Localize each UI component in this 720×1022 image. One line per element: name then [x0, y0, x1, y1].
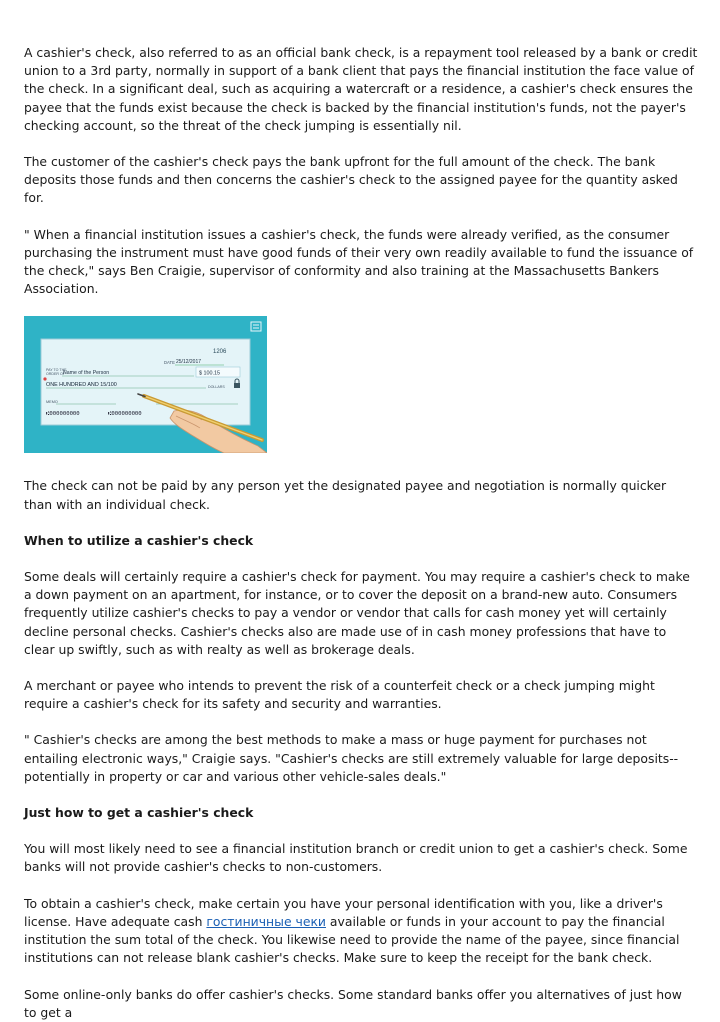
check-illustration — [24, 316, 267, 453]
lock-icon — [234, 383, 240, 388]
check-illustration-svg — [24, 316, 267, 453]
paragraph-obtain-check-end: available or funds in your account to pay the financial institution the sum total of the check. You likewise need to provide the name of the payee, since financial institutions can not release blank cashier's checks. Make sure to keep the receipt for the bank check. — [24, 913, 680, 966]
check-memo-label: MEMO — [46, 400, 58, 405]
check-micr-1: ⑆000000000 — [46, 411, 80, 418]
check-payee: Name of the Person — [63, 370, 110, 377]
check-amount-words: ONE HUNDRED AND 15/100 — [46, 382, 117, 389]
paragraph-quote-craigie: " When a financial institution issues a cashier's check, the funds were already verified, as the consumer purchasing the instrument must have good funds of their very own readily available to fund the issuance of the check," says Ben Craigie, supervisor of conformity and also training at the Massachusetts Bankers Association. — [24, 226, 694, 297]
paragraph-obtain-check-start: To obtain a cashier's check, make certain you have your personal identification with you, like a driver's license. Have adequate cash — [24, 895, 663, 929]
paragraph-intro: A cashier's check, also referred to as an official bank check, is a repayment tool released by a bank or credit union to a 3rd party, normally in support of a bank client that pays the financial institution the face value of the check. In a significant deal, such as acquiring a watercraft or a residence, a cashier's check ensures the payee that the funds exist because the check is backed by the financial institution's funds, not the payer's checking account, so the threat of the check jumping is essentially nil. — [24, 45, 698, 133]
check-pay-label-1: PAY TO THE — [46, 368, 67, 373]
check-date-label: DATE — [164, 360, 175, 366]
paragraph-deals-require: Some deals will certainly require a cashier's check for payment. You may require a cashier's check to make a down payment on an apartment, for instance, or to cover the deposit on a brand-new auto. Consumers frequently utilize cashier's checks to pay a vendor or vendor that calls for cash money yet will certainly decline personal checks. Cashier's checks also are made use of in cash money professions that have to clear up swiftly, such as with realty as well as brokerage deals. — [24, 569, 690, 657]
paragraph-quote-mass-payment: " Cashier's checks are among the best methods to make a mass or huge payment for purchases not entailing electronic ways," Craigie says. "Cashier's checks are still extremely valuable for large deposits-- potentially in property or car and various other vehicle-sales deals." — [24, 732, 679, 784]
check-micr-2: ⑆000000000 — [108, 411, 142, 418]
heading-when-to-use: When to utilize a cashier's check — [24, 532, 254, 548]
check-dollars-label: DOLLARS — [208, 385, 225, 390]
paragraph-online-banks: Some online-only banks do offer cashier's checks. Some standard banks offer you alternatives of just how to get a — [24, 986, 682, 1020]
paragraph-customer-pays: The customer of the cashier's check pays the bank upfront for the full amount of the check. The bank deposits those funds and then concerns the cashier's check to the assigned payee for the quantity asked for. — [24, 154, 678, 206]
check-number: 1206 — [213, 349, 227, 356]
heading-how-to-get: Just how to get a cashier's check — [24, 805, 254, 821]
paragraph-merchant-payee: A merchant or payee who intends to prevent the risk of a counterfeit check or a check jumping might require a cashier's check for its safety and security and warranties. — [24, 678, 655, 712]
check-date-value: 25/12/2017 — [176, 359, 202, 366]
paragraph-designated-payee: The check can not be paid by any person yet the designated payee and negotiation is normally quicker than with an individual check. — [24, 478, 667, 512]
check-pay-label-2: ORDER OF — [46, 372, 65, 377]
hotel-checks-link[interactable]: гостиничные чеки — [206, 913, 326, 929]
check-amount: $ 100.15 — [199, 370, 220, 377]
paragraph-visit-branch: You will most likely need to see a financial institution branch or credit union to get a cashier's check. Some banks will not provide cashier's checks to non-customers. — [24, 841, 688, 875]
paragraph-obtain-check — [24, 895, 698, 968]
